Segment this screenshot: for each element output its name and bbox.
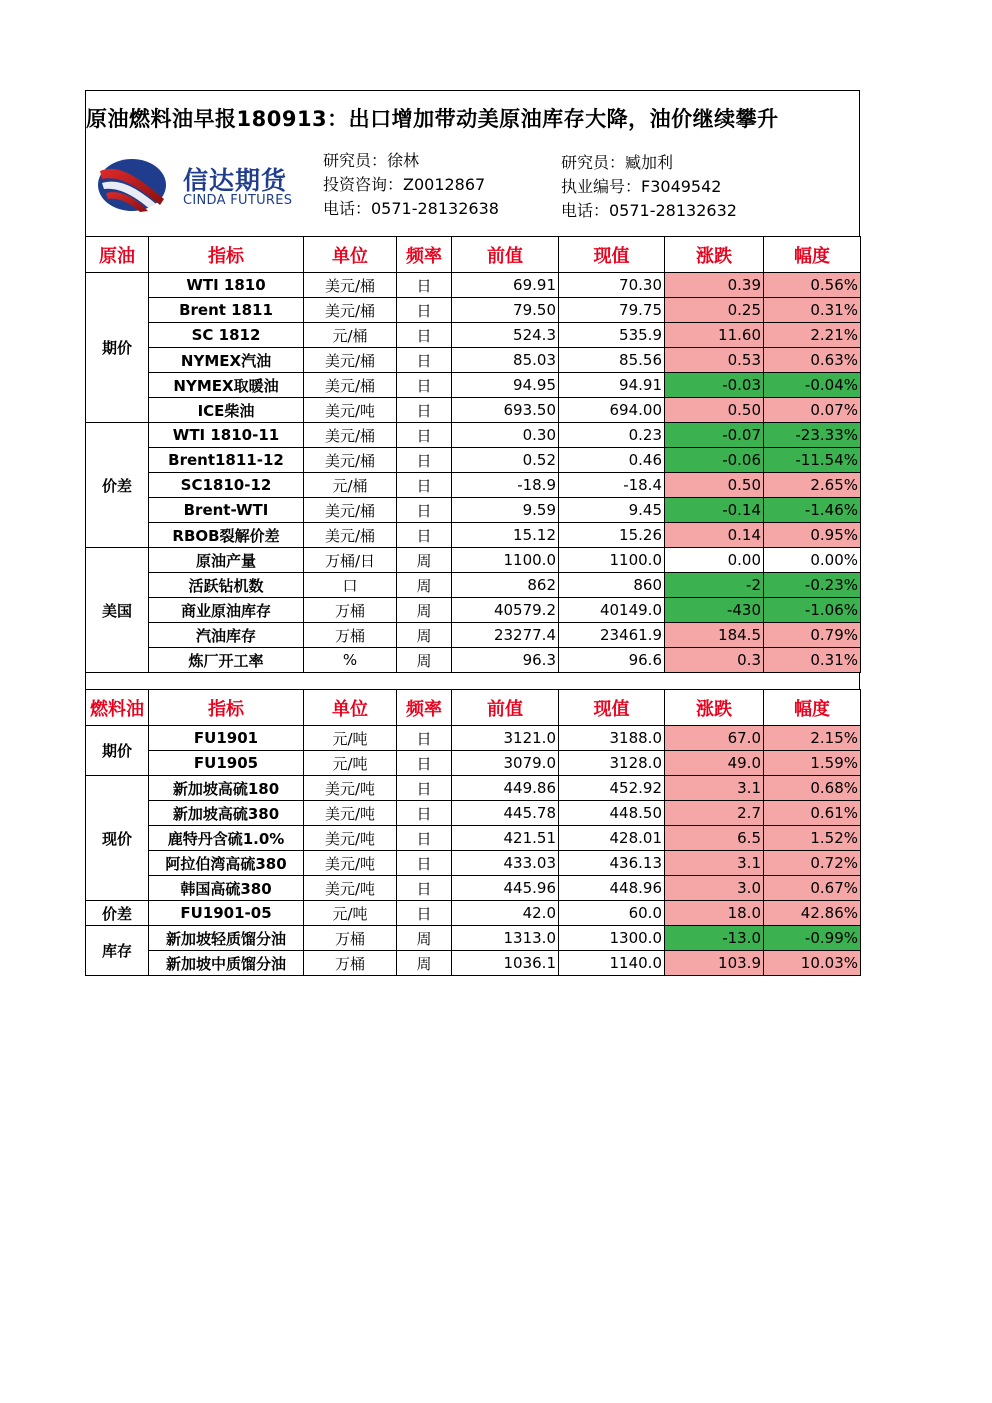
current-header: 现值 [559, 237, 665, 273]
table-header-row [86, 237, 861, 273]
change-cell: 0.39 [665, 273, 764, 298]
category-cell: 期价 [86, 273, 149, 423]
current-value-cell: 85.56 [559, 348, 665, 373]
previous-value-cell: 524.3 [452, 323, 559, 348]
previous-value-cell: 23277.4 [452, 623, 559, 648]
frequency-cell: 周 [397, 623, 452, 648]
previous-value-cell: 1100.0 [452, 548, 559, 573]
frequency-cell: 周 [397, 951, 452, 976]
unit-cell: 美元/吨 [304, 776, 397, 801]
current-value-cell: 860 [559, 573, 665, 598]
previous-value-cell: 445.78 [452, 801, 559, 826]
indicator-cell: Brent 1811 [149, 298, 304, 323]
current-value-cell: 94.91 [559, 373, 665, 398]
category-cell: 库存 [86, 926, 149, 976]
table-row [86, 926, 861, 951]
table-row [86, 423, 861, 448]
indicator-cell: SC 1812 [149, 323, 304, 348]
change-cell: 0.53 [665, 348, 764, 373]
brand-name-en: CINDA FUTURES [183, 193, 293, 208]
percent-header: 幅度 [764, 690, 861, 726]
previous-value-cell: 433.03 [452, 851, 559, 876]
change-cell: 0.00 [665, 548, 764, 573]
unit-cell: 万桶 [304, 951, 397, 976]
category-cell: 期价 [86, 726, 149, 776]
percent-cell: 0.72% [764, 851, 861, 876]
change-cell: 0.50 [665, 473, 764, 498]
percent-cell: 2.15% [764, 726, 861, 751]
change-cell: 2.7 [665, 801, 764, 826]
indicator-cell: 新加坡轻质馏分油 [149, 926, 304, 951]
table-row [86, 273, 861, 298]
frequency-cell: 周 [397, 548, 452, 573]
indicator-cell: 韩国高硫380 [149, 876, 304, 901]
frequency-cell: 日 [397, 726, 452, 751]
table-row [86, 473, 861, 498]
report-title: 原油燃料油早报180913：出口增加带动美原油库存大降，油价继续攀升 [86, 107, 779, 131]
indicator-cell: 新加坡高硫380 [149, 801, 304, 826]
unit-header: 单位 [304, 690, 397, 726]
change-header: 涨跌 [665, 237, 764, 273]
indicator-cell: 鹿特丹含硫1.0% [149, 826, 304, 851]
change-header: 涨跌 [665, 690, 764, 726]
change-cell: -430 [665, 598, 764, 623]
table-row [86, 323, 861, 348]
unit-cell: 美元/桶 [304, 448, 397, 473]
indicator-cell: Brent1811-12 [149, 448, 304, 473]
change-cell: 0.25 [665, 298, 764, 323]
unit-cell: 元/吨 [304, 751, 397, 776]
table-row [86, 726, 861, 751]
change-cell: 6.5 [665, 826, 764, 851]
frequency-header: 频率 [397, 690, 452, 726]
current-value-cell: 3128.0 [559, 751, 665, 776]
change-cell: -0.03 [665, 373, 764, 398]
frequency-cell: 日 [397, 423, 452, 448]
frequency-cell: 日 [397, 373, 452, 398]
change-cell: -0.06 [665, 448, 764, 473]
previous-value-cell: 15.12 [452, 523, 559, 548]
percent-cell: 2.21% [764, 323, 861, 348]
indicator-cell: FU1905 [149, 751, 304, 776]
percent-header: 幅度 [764, 237, 861, 273]
table-row [86, 498, 861, 523]
current-value-cell: 60.0 [559, 901, 665, 926]
percent-cell: 0.00% [764, 548, 861, 573]
unit-cell: 美元/吨 [304, 876, 397, 901]
previous-header: 前值 [452, 237, 559, 273]
unit-cell: 美元/吨 [304, 826, 397, 851]
current-value-cell: 428.01 [559, 826, 665, 851]
table-row [86, 398, 861, 423]
indicator-cell: 炼厂开工率 [149, 648, 304, 673]
percent-cell: 1.52% [764, 826, 861, 851]
current-value-cell: 535.9 [559, 323, 665, 348]
indicator-header: 指标 [149, 690, 304, 726]
change-cell: -13.0 [665, 926, 764, 951]
current-value-cell: 23461.9 [559, 623, 665, 648]
unit-cell: 元/吨 [304, 901, 397, 926]
unit-cell: 口 [304, 573, 397, 598]
unit-cell: 元/桶 [304, 323, 397, 348]
contact-researcher: 研究员：徐林 [323, 151, 420, 170]
report [85, 90, 860, 976]
previous-value-cell: 449.86 [452, 776, 559, 801]
frequency-cell: 日 [397, 751, 452, 776]
indicator-cell: NYMEX取暖油 [149, 373, 304, 398]
change-cell: 18.0 [665, 901, 764, 926]
previous-header: 前值 [452, 690, 559, 726]
table-row [86, 373, 861, 398]
unit-cell: 美元/桶 [304, 273, 397, 298]
table-row [86, 826, 861, 851]
change-cell: 3.1 [665, 776, 764, 801]
table-row [86, 448, 861, 473]
change-cell: 3.0 [665, 876, 764, 901]
percent-cell: -0.23% [764, 573, 861, 598]
frequency-cell: 周 [397, 573, 452, 598]
unit-cell: 万桶 [304, 598, 397, 623]
cinda-logo-icon [96, 157, 168, 213]
previous-value-cell: 40579.2 [452, 598, 559, 623]
percent-cell: -1.06% [764, 598, 861, 623]
previous-value-cell: 94.95 [452, 373, 559, 398]
table-row [86, 951, 861, 976]
change-cell: 3.1 [665, 851, 764, 876]
frequency-cell: 日 [397, 523, 452, 548]
frequency-cell: 日 [397, 273, 452, 298]
percent-cell: 0.56% [764, 273, 861, 298]
change-cell: 184.5 [665, 623, 764, 648]
previous-value-cell: 3121.0 [452, 726, 559, 751]
brand-name-cn: 信达期货 [183, 166, 288, 195]
unit-cell: 美元/桶 [304, 423, 397, 448]
table-row [86, 776, 861, 801]
indicator-header: 指标 [149, 237, 304, 273]
previous-value-cell: 0.52 [452, 448, 559, 473]
unit-cell: 万桶 [304, 623, 397, 648]
previous-value-cell: 3079.0 [452, 751, 559, 776]
indicator-cell: WTI 1810 [149, 273, 304, 298]
contact-researcher: 研究员：臧加利 [561, 153, 674, 172]
unit-cell: 美元/桶 [304, 298, 397, 323]
unit-cell: % [304, 648, 397, 673]
change-cell: -0.14 [665, 498, 764, 523]
current-value-cell: 0.46 [559, 448, 665, 473]
indicator-cell: ICE柴油 [149, 398, 304, 423]
category-cell: 价差 [86, 901, 149, 926]
indicator-cell: SC1810-12 [149, 473, 304, 498]
percent-cell: 0.07% [764, 398, 861, 423]
current-value-cell: 436.13 [559, 851, 665, 876]
frequency-cell: 日 [397, 851, 452, 876]
previous-value-cell: 445.96 [452, 876, 559, 901]
change-cell: -2 [665, 573, 764, 598]
unit-cell: 美元/桶 [304, 348, 397, 373]
frequency-cell: 日 [397, 801, 452, 826]
indicator-cell: FU1901 [149, 726, 304, 751]
indicator-cell: NYMEX汽油 [149, 348, 304, 373]
unit-cell: 美元/吨 [304, 398, 397, 423]
current-value-cell: 70.30 [559, 273, 665, 298]
previous-value-cell: 42.0 [452, 901, 559, 926]
percent-cell: -0.04% [764, 373, 861, 398]
table-row [86, 851, 861, 876]
change-cell: -0.07 [665, 423, 764, 448]
unit-header: 单位 [304, 237, 397, 273]
unit-cell: 美元/桶 [304, 498, 397, 523]
change-cell: 0.14 [665, 523, 764, 548]
unit-cell: 元/吨 [304, 726, 397, 751]
change-cell: 11.60 [665, 323, 764, 348]
previous-value-cell: 69.91 [452, 273, 559, 298]
frequency-cell: 日 [397, 323, 452, 348]
frequency-cell: 周 [397, 648, 452, 673]
current-value-cell: -18.4 [559, 473, 665, 498]
fuel-oil-table [85, 689, 861, 976]
previous-value-cell: 1036.1 [452, 951, 559, 976]
category-cell: 价差 [86, 423, 149, 548]
contact-phone: 电话：0571-28132638 [323, 199, 499, 218]
percent-cell: 0.67% [764, 876, 861, 901]
percent-cell: 10.03% [764, 951, 861, 976]
previous-value-cell: 0.30 [452, 423, 559, 448]
current-value-cell: 1140.0 [559, 951, 665, 976]
percent-cell: 0.79% [764, 623, 861, 648]
previous-value-cell: 693.50 [452, 398, 559, 423]
current-value-cell: 448.96 [559, 876, 665, 901]
current-value-cell: 40149.0 [559, 598, 665, 623]
indicator-cell: Brent-WTI [149, 498, 304, 523]
table-row [86, 348, 861, 373]
contact-phone: 电话：0571-28132632 [561, 201, 737, 220]
change-cell: 0.3 [665, 648, 764, 673]
percent-cell: 2.65% [764, 473, 861, 498]
contact-right [561, 151, 737, 223]
percent-cell: -23.33% [764, 423, 861, 448]
current-value-cell: 1300.0 [559, 926, 665, 951]
current-value-cell: 0.23 [559, 423, 665, 448]
previous-value-cell: -18.9 [452, 473, 559, 498]
frequency-cell: 日 [397, 473, 452, 498]
current-value-cell: 452.92 [559, 776, 665, 801]
indicator-cell: WTI 1810-11 [149, 423, 304, 448]
contact-left [323, 149, 499, 221]
table-row [86, 548, 861, 573]
current-value-cell: 1100.0 [559, 548, 665, 573]
percent-cell: 0.31% [764, 648, 861, 673]
change-cell: 0.50 [665, 398, 764, 423]
current-header: 现值 [559, 690, 665, 726]
frequency-cell: 日 [397, 876, 452, 901]
table-row [86, 523, 861, 548]
current-value-cell: 9.45 [559, 498, 665, 523]
previous-value-cell: 85.03 [452, 348, 559, 373]
contact-license: 投资咨询：Z0012867 [323, 175, 486, 194]
table-row [86, 648, 861, 673]
previous-value-cell: 862 [452, 573, 559, 598]
unit-cell: 美元/吨 [304, 851, 397, 876]
indicator-cell: 原油产量 [149, 548, 304, 573]
change-cell: 67.0 [665, 726, 764, 751]
frequency-cell: 周 [397, 926, 452, 951]
table-row [86, 573, 861, 598]
percent-cell: 0.95% [764, 523, 861, 548]
percent-cell: -1.46% [764, 498, 861, 523]
current-value-cell: 15.26 [559, 523, 665, 548]
percent-cell: 0.31% [764, 298, 861, 323]
unit-cell: 万桶 [304, 926, 397, 951]
frequency-cell: 周 [397, 598, 452, 623]
crude-oil-table [85, 236, 861, 673]
table-header-row [86, 690, 861, 726]
percent-cell: 0.63% [764, 348, 861, 373]
unit-cell: 美元/吨 [304, 801, 397, 826]
table-row [86, 751, 861, 776]
previous-value-cell: 79.50 [452, 298, 559, 323]
previous-value-cell: 9.59 [452, 498, 559, 523]
table-row [86, 801, 861, 826]
table-row [86, 876, 861, 901]
previous-value-cell: 96.3 [452, 648, 559, 673]
percent-cell: 0.61% [764, 801, 861, 826]
frequency-cell: 日 [397, 298, 452, 323]
indicator-cell: 新加坡中质馏分油 [149, 951, 304, 976]
frequency-cell: 日 [397, 448, 452, 473]
unit-cell: 万桶/日 [304, 548, 397, 573]
table-row [86, 623, 861, 648]
section-label-header: 燃料油 [86, 690, 149, 726]
indicator-cell: 商业原油库存 [149, 598, 304, 623]
table-row [86, 298, 861, 323]
unit-cell: 美元/桶 [304, 373, 397, 398]
category-cell: 美国 [86, 548, 149, 673]
frequency-header: 频率 [397, 237, 452, 273]
indicator-cell: FU1901-05 [149, 901, 304, 926]
indicator-cell: 活跃钻机数 [149, 573, 304, 598]
percent-cell: 42.86% [764, 901, 861, 926]
percent-cell: 0.68% [764, 776, 861, 801]
table-row [86, 901, 861, 926]
previous-value-cell: 1313.0 [452, 926, 559, 951]
contact-license: 执业编号：F3049542 [561, 177, 722, 196]
indicator-cell: 新加坡高硫180 [149, 776, 304, 801]
indicator-cell: 阿拉伯湾高硫380 [149, 851, 304, 876]
change-cell: 49.0 [665, 751, 764, 776]
current-value-cell: 79.75 [559, 298, 665, 323]
frequency-cell: 日 [397, 901, 452, 926]
previous-value-cell: 421.51 [452, 826, 559, 851]
frequency-cell: 日 [397, 776, 452, 801]
percent-cell: -0.99% [764, 926, 861, 951]
frequency-cell: 日 [397, 826, 452, 851]
percent-cell: 1.59% [764, 751, 861, 776]
frequency-cell: 日 [397, 348, 452, 373]
indicator-cell: RBOB裂解价差 [149, 523, 304, 548]
table-row [86, 598, 861, 623]
unit-cell: 元/桶 [304, 473, 397, 498]
section-label-header: 原油 [86, 237, 149, 273]
current-value-cell: 448.50 [559, 801, 665, 826]
frequency-cell: 日 [397, 498, 452, 523]
frequency-cell: 日 [397, 398, 452, 423]
section-spacer [85, 673, 860, 689]
current-value-cell: 694.00 [559, 398, 665, 423]
current-value-cell: 3188.0 [559, 726, 665, 751]
category-cell: 现价 [86, 776, 149, 901]
report-header [85, 90, 860, 236]
indicator-cell: 汽油库存 [149, 623, 304, 648]
change-cell: 103.9 [665, 951, 764, 976]
unit-cell: 美元/桶 [304, 523, 397, 548]
percent-cell: -11.54% [764, 448, 861, 473]
current-value-cell: 96.6 [559, 648, 665, 673]
